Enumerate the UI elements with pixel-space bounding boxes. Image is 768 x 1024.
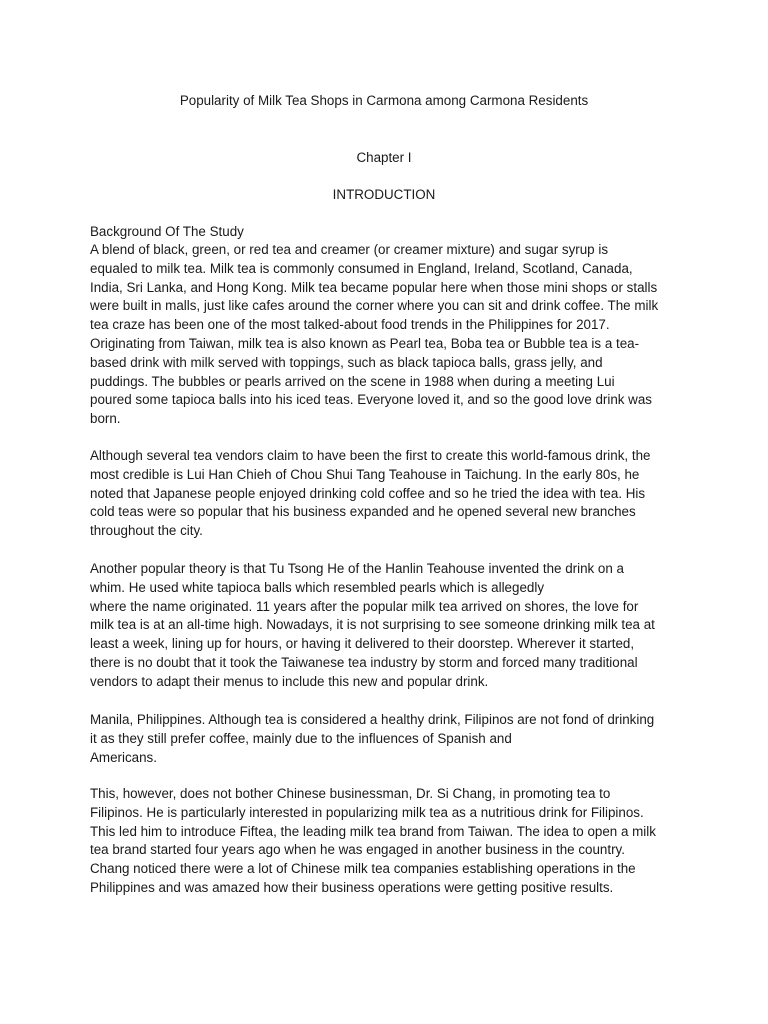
paragraph-line: milk tea is at an all-time high. Nowadays, it is not surprising to see someone drinking milk tea at [90,617,655,633]
paragraph-line: whim. He used white tapioca balls which resembled pearls which is allegedly [90,579,545,595]
paragraph-line: there is no doubt that it took the Taiwanese tea industry by storm and forced many traditional [90,654,638,670]
paragraph-line: equaled to milk tea. Milk tea is commonly consumed in England, Ireland, Scotland, Canada, [90,260,633,276]
subsection-heading: Background Of The Study [90,224,244,239]
paragraph-1 [90,241,690,429]
paragraph-line: tea brand started four years ago when he was engaged in another business in the country. [90,842,625,858]
paragraph-line: This, however, does not bother Chinese businessman, Dr. Si Chang, in promoting tea to [90,786,611,801]
paragraph-line: were built in malls, just like cafes around the corner where you can sit and drink coffee. The milk [90,298,659,314]
paragraph-line: puddings. The bubbles or pearls arrived on the scene in 1988 when during a meeting Lui [90,373,615,389]
paragraph-line: A blend of black, green, or red tea and creamer (or creamer mixture) and sugar syrup is [90,242,609,257]
paragraph-line: cold teas were so popular that his business expanded and he opened several new branches [90,504,636,520]
paragraph-2 [90,447,690,541]
paragraph-5 [90,785,690,898]
paragraph-line: least a week, lining up for hours, or having it delivered to their doorstep. Wherever it started, [90,636,635,652]
paragraph-line: based drink with milk served with toppings, such as black tapioca balls, grass jelly, and [90,354,603,370]
paragraph-line: India, Sri Lanka, and Hong Kong. Milk tea became popular here when those mini shops or stalls [90,279,658,295]
paragraph-line: This led him to introduce Fiftea, the leading milk tea brand from Taiwan. The idea to open a milk [90,823,656,839]
paragraph-line: Another popular theory is that Tu Tsong He of the Hanlin Teahouse invented the drink on a [90,561,624,576]
paragraph-line: throughout the city. [90,523,203,539]
paragraph-line: it as they still prefer coffee, mainly due to the influences of Spanish and [90,730,512,746]
paragraph-line: noted that Japanese people enjoyed drinking cold coffee and so he tried the idea with tea. His [90,485,646,501]
paragraph-line: Manila, Philippines. Although tea is considered a healthy drink, Filipinos are not fond of drinking [90,712,655,727]
paragraph-3 [90,560,690,692]
section-heading: INTRODUCTION [332,187,436,202]
paragraph-line: where the name originated. 11 years after the popular milk tea arrived on shores, the love for [90,598,639,614]
document-title: Popularity of Milk Tea Shops in Carmona among Carmona Residents [179,93,589,108]
paragraph-line: vendors to adapt their menus to include this new and popular drink. [90,673,489,689]
paragraph-line: Chang noticed there were a lot of Chinese milk tea companies establishing operations in the [90,861,636,877]
paragraph-line: Philippines and was amazed how their business operations were getting positive results. [90,879,614,895]
paragraph-line: Americans. [90,749,157,765]
paragraph-line: tea craze has been one of the most talked-about food trends in the Philippines for 2017. [90,317,610,333]
paragraph-line: most credible is Lui Han Chieh of Chou Shui Tang Teahouse in Taichung. In the early 80s, he [90,466,640,482]
paragraph-4 [90,711,690,767]
paragraph-line: Originating from Taiwan, milk tea is also known as Pearl tea, Boba tea or Bubble tea is a tea- [90,335,640,351]
paragraph-line: Filipinos. He is particularly interested in popularizing milk tea as a nutritious drink for Filipinos. [90,804,644,820]
paragraph-line: born. [90,411,121,427]
paragraph-line: poured some tapioca balls into his iced teas. Everyone loved it, and so the good love drink was [90,392,652,408]
paragraph-line: Although several tea vendors claim to have been the first to create this world-famous drink, the [90,448,651,463]
chapter-heading: Chapter I [356,150,412,165]
